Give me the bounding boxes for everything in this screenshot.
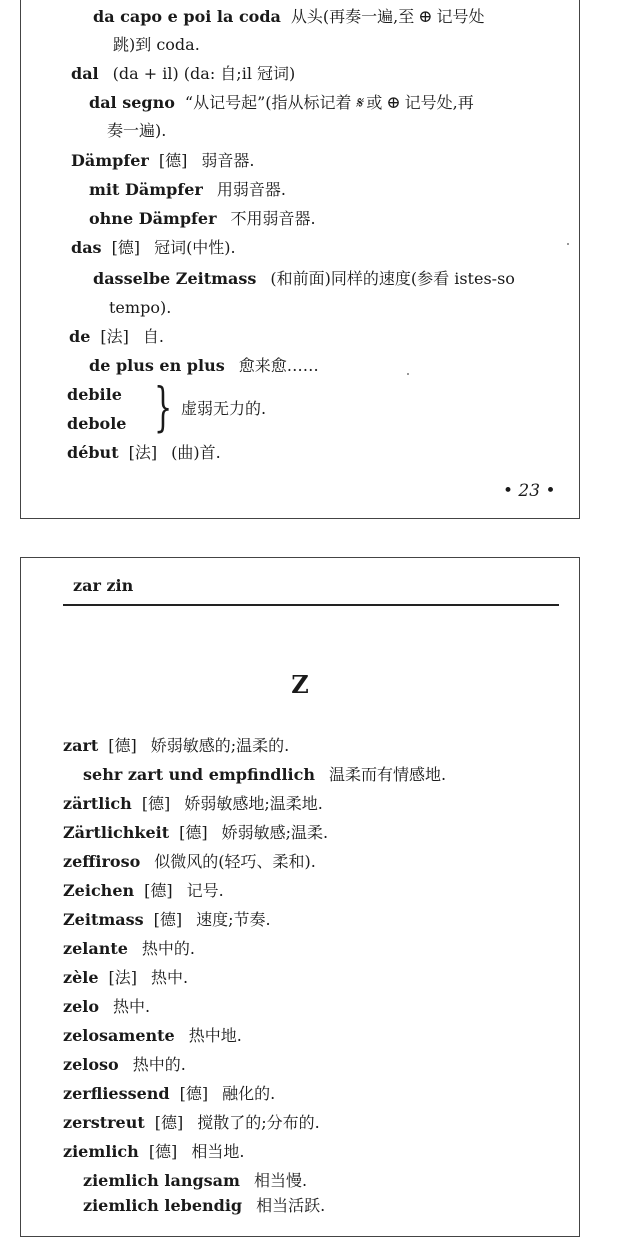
print-speck [407, 373, 409, 375]
entry-zartlichkeit: Zärtlichkeit [德] 娇弱敏感;温柔. [63, 823, 329, 842]
page-number: • 23 • [503, 481, 556, 501]
entry-zeitmass: Zeitmass [德] 速度;节奏. [63, 910, 271, 929]
entry-das: das [德] 冠词(中性). [71, 238, 236, 257]
curly-brace-icon: } [154, 378, 173, 438]
entry-sehr-zart: sehr zart und empfindlich 温柔而有情感地. [83, 765, 447, 784]
header-rule [63, 604, 559, 606]
entry-ziemlich: ziemlich [德] 相当地. [63, 1142, 245, 1161]
entry-zelosamente: zelosamente 热中地. [63, 1026, 242, 1045]
entry-debile: debile [67, 385, 122, 404]
entry-zelo: zelo 热中. [63, 997, 151, 1016]
entry-zelante: zelante 热中的. [63, 939, 196, 958]
entry-continuation: tempo). [109, 298, 172, 317]
entry-debut: début [法] (曲)首. [67, 443, 221, 462]
entry-dampfer: Dämpfer [德] 弱音器. [71, 151, 255, 170]
entry-ohne-dampfer: ohne Dämpfer 不用弱音器. [89, 209, 316, 228]
entry-ziemlich-lebendig: ziemlich lebendig 相当活跃. [83, 1196, 326, 1215]
print-speck [567, 243, 569, 245]
entry-de-plus-en-plus: de plus en plus 愈来愈…… [89, 356, 319, 375]
segno-symbol-icon: 𝄋 [355, 93, 363, 112]
coda-symbol-icon: ⊕ [386, 93, 401, 113]
entry-zele: zèle [法] 热中. [63, 968, 189, 987]
entry-zeloso: zeloso 热中的. [63, 1055, 186, 1074]
entry-continuation: 奏一遍). [107, 121, 167, 140]
entry-zeichen: Zeichen [德] 记号. [63, 881, 224, 900]
entry-debile-debole-definition: 虚弱无力的. [181, 399, 267, 418]
section-letter: Z [291, 670, 309, 699]
running-header: zar zin [73, 576, 134, 595]
entry-mit-dampfer: mit Dämpfer 用弱音器. [89, 180, 286, 199]
entry-zerstreut: zerstreut [德] 搅散了的;分布的. [63, 1113, 320, 1132]
entry-ziemlich-langsam: ziemlich langsam 相当慢. [83, 1171, 308, 1190]
entry-dasselbe-zeitmass: dasselbe Zeitmass (和前面)同样的速度(参看 istes-so [93, 269, 515, 288]
entry-zerfliessend: zerfliessend [德] 融化的. [63, 1084, 276, 1103]
dictionary-page-bottom [20, 557, 580, 1237]
entry-dal: dal (da + il) (da: 自;il 冠词) [71, 64, 296, 83]
entry-dal-segno: dal segno “从记号起”(指从标记着 𝄋 或 ⊕ 记号处,再 [89, 93, 474, 113]
entry-debole: debole [67, 414, 127, 433]
entry-zartlich: zärtlich [德] 娇弱敏感地;温柔地. [63, 794, 323, 813]
entry-de: de [法] 自. [69, 327, 164, 346]
entry-da-capo: da capo e poi la coda 从头(再奏一遍,至 ⊕ 记号处 [93, 7, 485, 27]
dictionary-page-top [20, 0, 580, 519]
entry-zeffiroso: zeffiroso 似微风的(轻巧、柔和). [63, 852, 316, 871]
entry-zart: zart [德] 娇弱敏感的;温柔的. [63, 736, 290, 755]
entry-continuation: 跳)到 coda. [113, 35, 200, 54]
coda-symbol-icon: ⊕ [418, 7, 433, 27]
